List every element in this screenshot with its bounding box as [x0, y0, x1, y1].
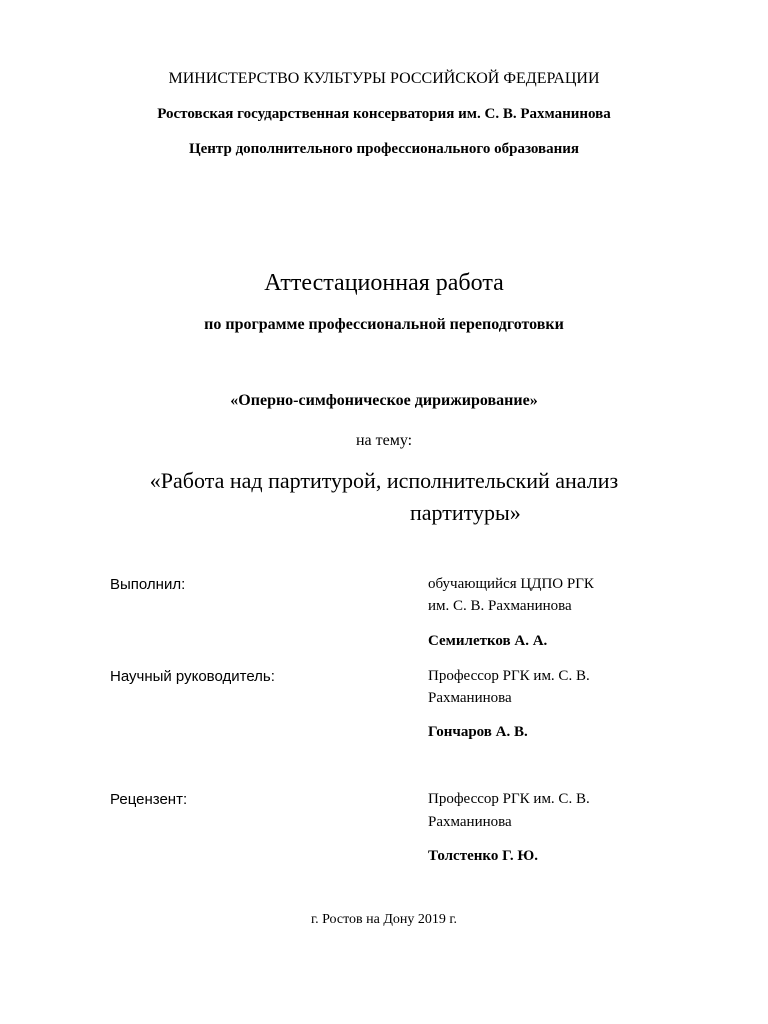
- topic-line-1: «Работа над партитурой, исполнительский анализ: [149, 468, 619, 493]
- author-role-line-1: обучающийся ЦДПО РГК: [428, 576, 594, 592]
- program-name: «Оперно-симфоническое дирижирование»: [230, 392, 538, 409]
- reviewer-role-line-1: Профессор РГК им. С. В.: [428, 791, 590, 807]
- ministry-heading: МИНИСТЕРСТВО КУЛЬТУРЫ РОССИЙСКОЙ ФЕДЕРАЦИИ: [168, 70, 600, 87]
- author-role-line-2: им. С. В. Рахманинова: [428, 598, 572, 614]
- reviewer-name: Толстенко Г. Ю.: [428, 848, 539, 864]
- center-heading: Центр дополнительного профессионального образования: [188, 141, 580, 157]
- author-label: Выполнил:: [110, 576, 186, 593]
- reviewer-label: Рецензент:: [110, 791, 188, 808]
- topic-label: на тему:: [355, 432, 413, 449]
- conservatory-heading: Ростовская государственная консерватория им. С. В. Рахманинова: [157, 106, 611, 122]
- supervisor-role-line-1: Профессор РГК им. С. В.: [428, 668, 590, 684]
- document-title: Аттестационная работа: [264, 270, 504, 296]
- document-subtitle: по программе профессиональной переподготовки: [204, 316, 564, 333]
- supervisor-label: Научный руководитель:: [110, 668, 275, 685]
- supervisor-role-line-2: Рахманинова: [428, 690, 512, 706]
- place-and-year: г. Ростов на Дону 2019 г.: [310, 912, 458, 927]
- author-name: Семилетков А. А.: [428, 633, 548, 649]
- supervisor-name: Гончаров А. В.: [428, 724, 528, 740]
- reviewer-role-line-2: Рахманинова: [428, 814, 512, 830]
- topic-line-2: партитуры»: [410, 500, 521, 525]
